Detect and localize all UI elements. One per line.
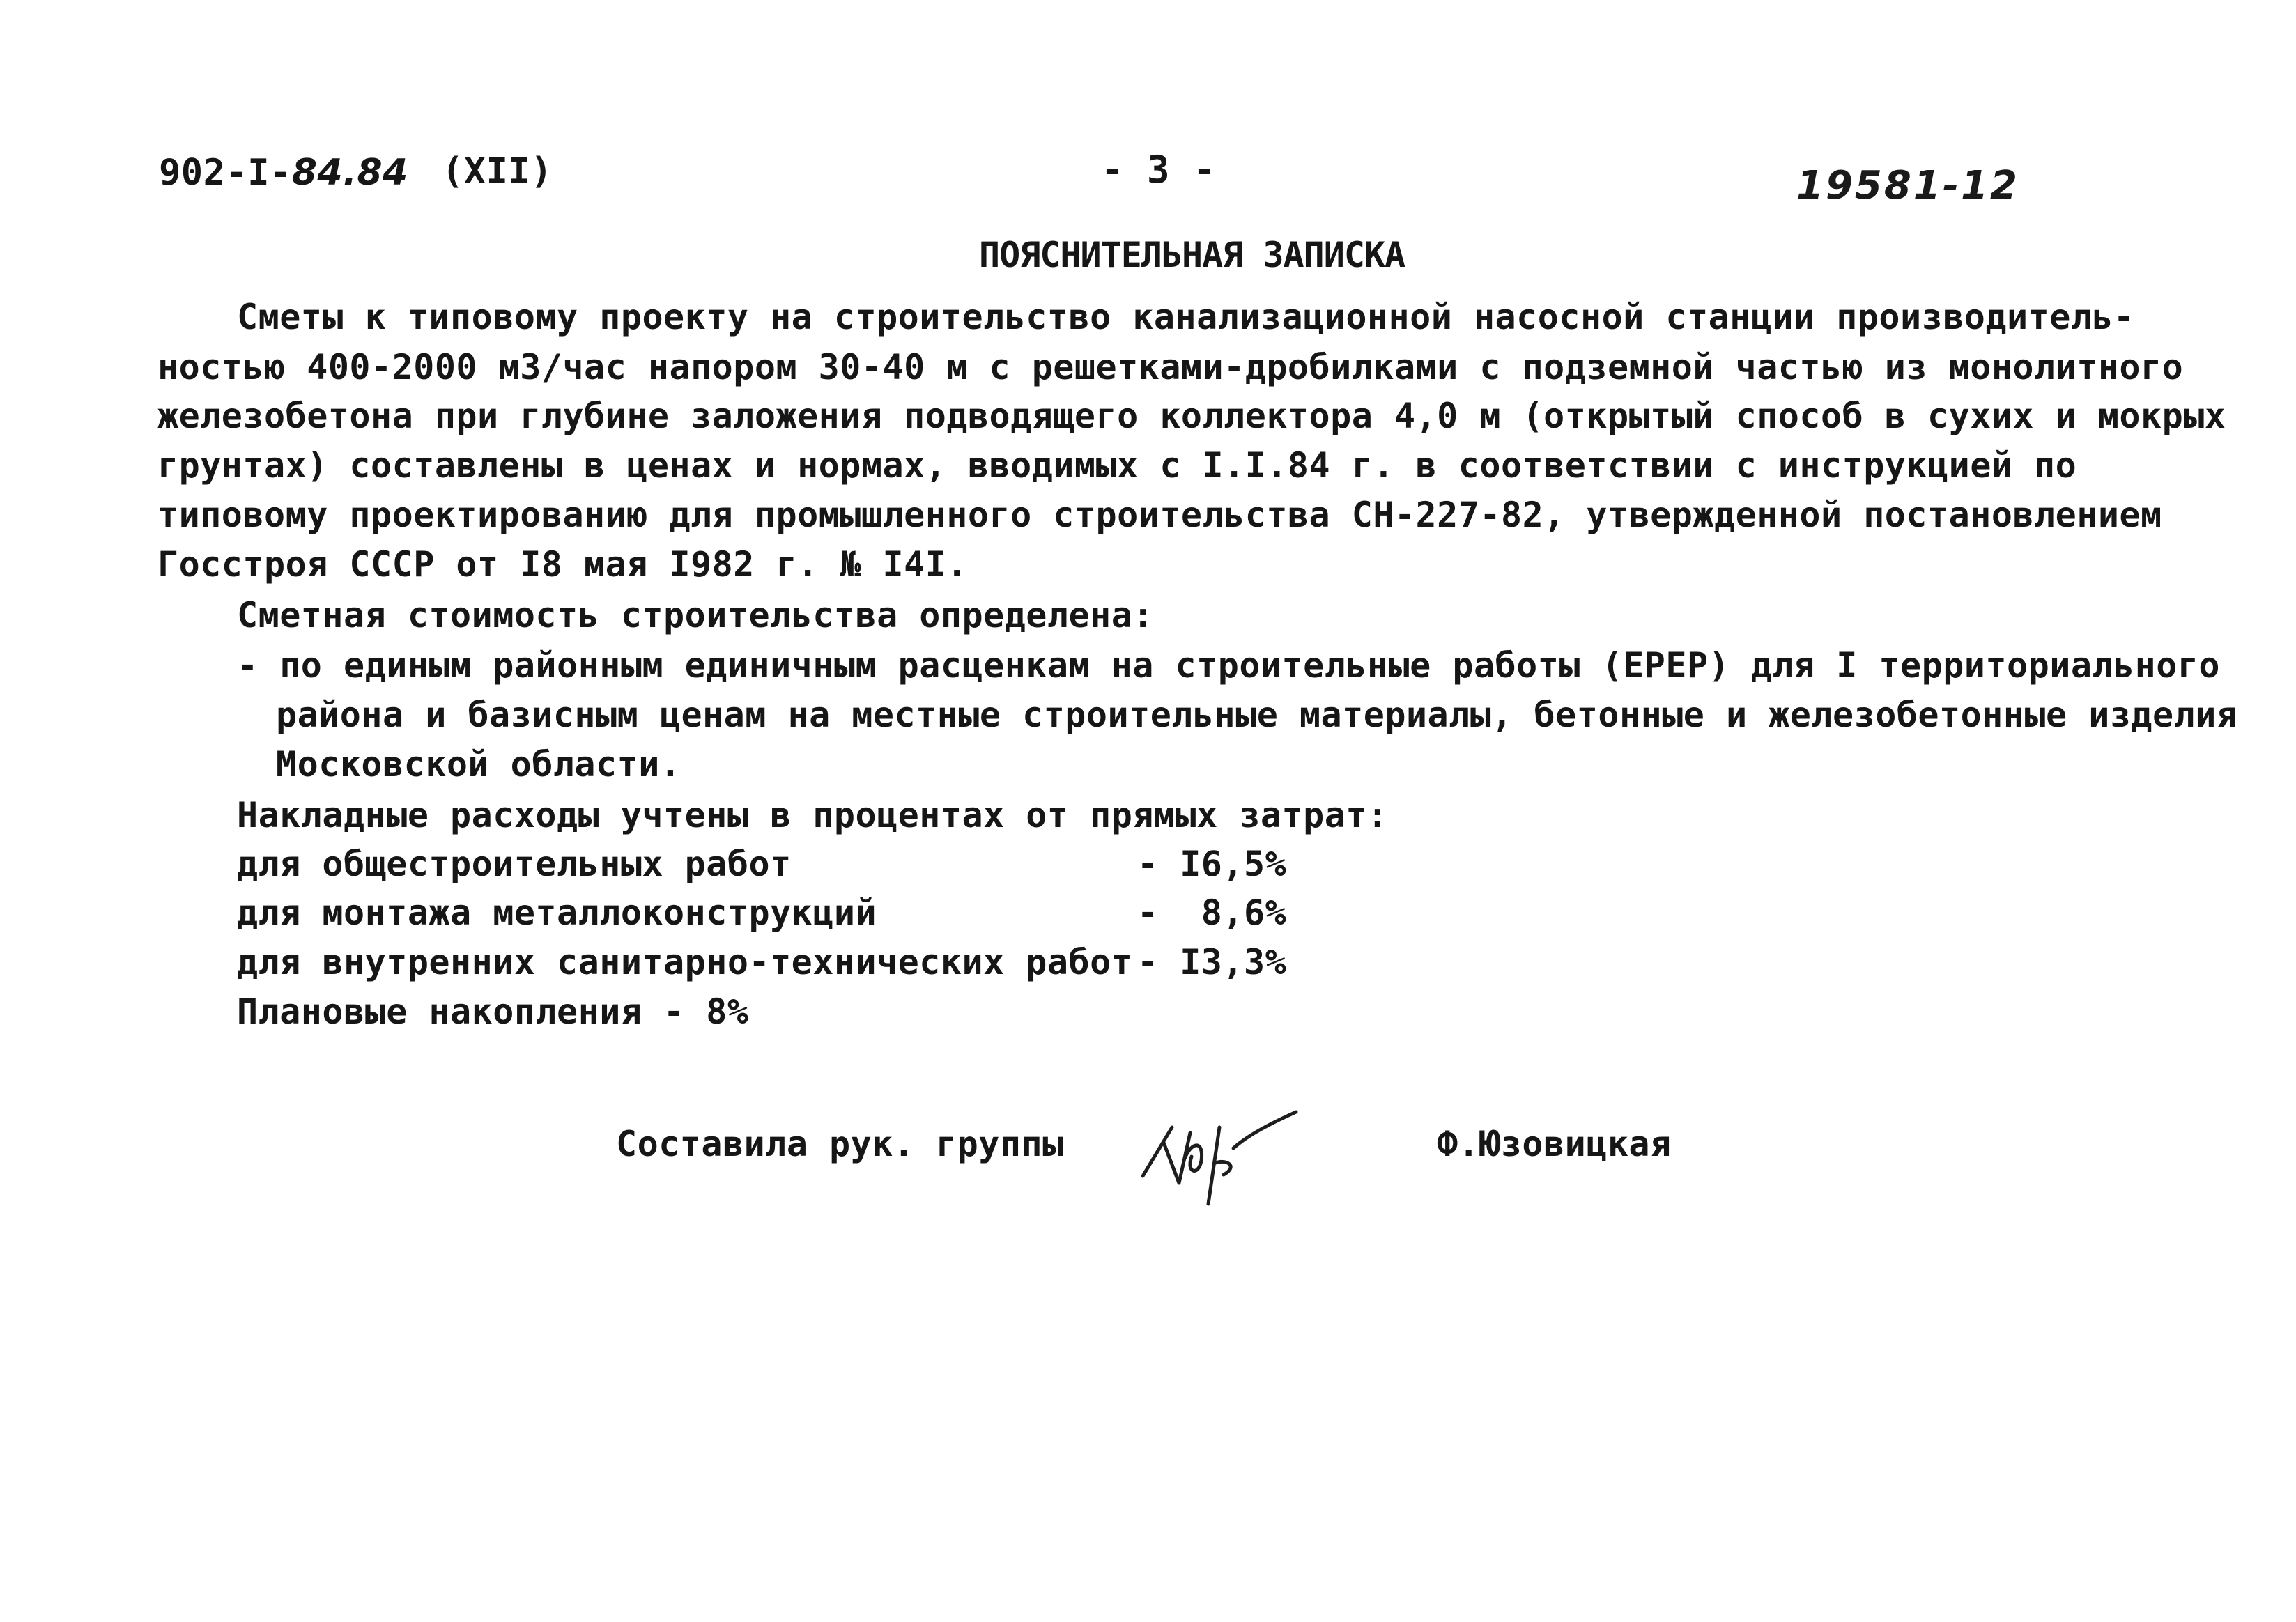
overhead-row-value: - I3,3%: [1137, 942, 1287, 982]
bullet-line: - по единым районным единичным расценкам на строительные работы (ЕРЕР) для I территориального: [237, 645, 2221, 686]
paragraph-line: Сметы к типовому проекту на строительство канализационной насосной станции производитель-: [237, 297, 2135, 337]
paragraph-line: ностью 400-2000 м3/час напором 30-40 м с решетками-дробилками с подземной частью из монолитного: [157, 347, 2184, 387]
document-code-handwritten: 84.84: [291, 152, 408, 194]
overhead-intro: Накладные расходы учтены в процентах от прямых затрат:: [237, 795, 1389, 835]
handwritten-signature: [1136, 1099, 1303, 1211]
paragraph-line: грунтах) составлены в ценах и нормах, вводимых с I.I.84 г. в соответствии с инструкцией по: [157, 445, 2077, 486]
overhead-row-label: для монтажа металлоконструкций: [237, 893, 877, 933]
signature-label: Составила рук. группы: [616, 1124, 1064, 1164]
planned-savings: Плановые накопления - 8%: [237, 991, 749, 1032]
overhead-row-value: - I6,5%: [1137, 844, 1287, 884]
overhead-row-value: - 8,6%: [1137, 893, 1287, 933]
page-number: - 3 -: [1101, 148, 1217, 192]
paragraph-line: Госстроя СССР от I8 мая I982 г. № I4I.: [157, 544, 968, 585]
overhead-row-label: для общестроительных работ: [237, 844, 792, 884]
paragraph-line: железобетона при глубине заложения подводящего коллектора 4,0 м (открытый способ в сухих и мокрых: [157, 396, 2226, 436]
overhead-row-label: для внутренних санитарно-технических работ: [237, 942, 1133, 982]
document-title: ПОЯСНИТЕЛЬНАЯ ЗАПИСКА: [979, 235, 1405, 275]
document-code: [159, 152, 408, 194]
section-number: (XII): [442, 150, 553, 192]
document-code-typed: 902-I-: [159, 152, 292, 194]
reference-number-handwritten: 19581-12: [1796, 163, 2019, 208]
bullet-line: Московской области.: [276, 744, 681, 785]
bullet-line: района и базисным ценам на местные строительные материалы, бетонные и железобетонные изделия: [276, 695, 2238, 735]
signatory-name: Ф.Юзовицкая: [1437, 1124, 1672, 1164]
paragraph-line: типовому проектированию для промышленного строительства СН-227-82, утвержденной постановлением: [157, 495, 2162, 535]
cost-basis-heading: Сметная стоимость строительства определена:: [237, 595, 1154, 635]
